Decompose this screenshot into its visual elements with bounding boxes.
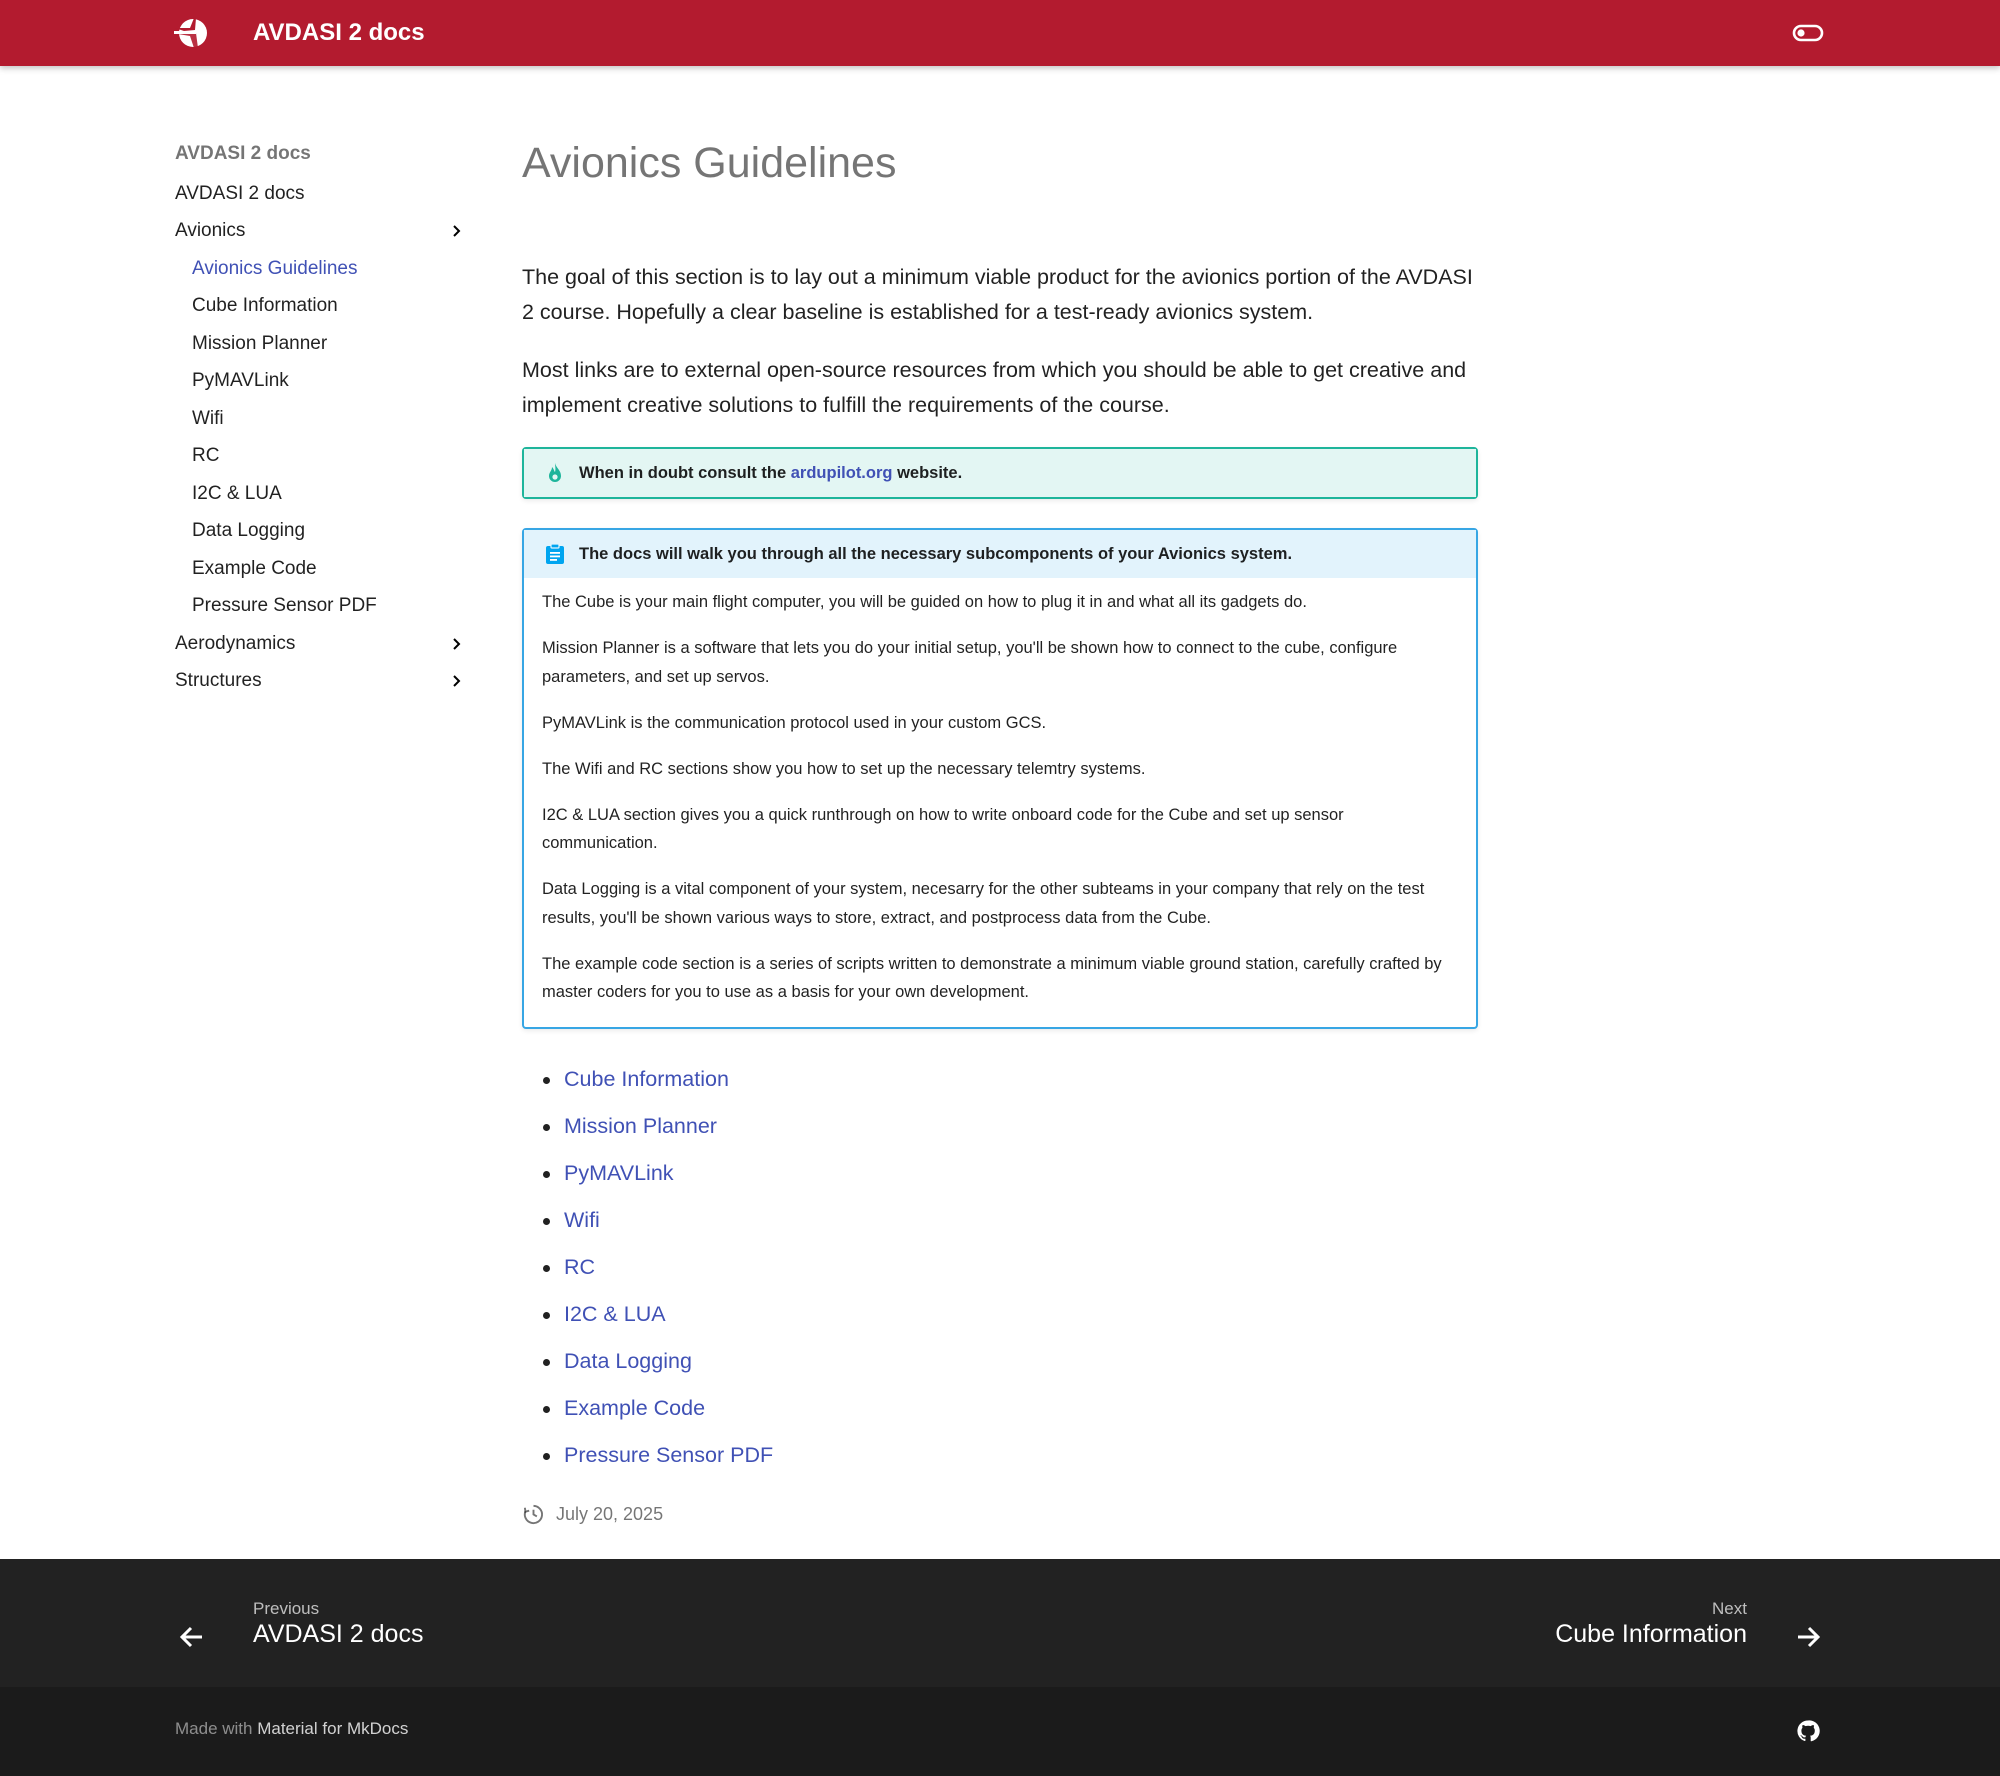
- link-data-logging[interactable]: Data Logging: [564, 1338, 1478, 1385]
- flame-icon: [544, 462, 566, 484]
- link-cube-information[interactable]: Cube Information: [564, 1056, 1478, 1103]
- note-paragraph: I2C & LUA section gives you a quick runthrough on how to write onboard code for the Cube and set up sensor communication.: [542, 805, 1344, 852]
- sidebar-item-label: Data Logging: [192, 520, 306, 541]
- links-paragraph: Most links are to external open-source resources from which you should be able to get creative and implement creative solutions to fulfill the requirements of the course.: [522, 358, 1467, 417]
- sidebar-item-mission-planner[interactable]: [175, 325, 475, 363]
- sidebar-item-avionics[interactable]: [175, 212, 475, 250]
- sidebar-item-wifi[interactable]: [175, 400, 475, 438]
- note-title: [524, 530, 1476, 578]
- sidebar-item-label: Cube Information: [192, 295, 338, 316]
- sidebar-item-label: Avionics: [175, 220, 246, 241]
- sidebar-item-label: Structures: [175, 670, 262, 691]
- sidebar-item-data-logging[interactable]: [175, 512, 475, 550]
- note-title-text: The docs will walk you through all the necessary subcomponents of your Avionics system.: [579, 545, 1293, 563]
- github-icon[interactable]: [1796, 1719, 1820, 1743]
- sidebar-item-label: PyMAVLink: [192, 370, 289, 391]
- previous-label: Previous: [253, 1599, 320, 1618]
- sidebar-item-example-code[interactable]: [175, 550, 475, 588]
- sidebar-item-cube-information[interactable]: [175, 287, 475, 325]
- site-title[interactable]: AVDASI 2 docs: [253, 19, 425, 46]
- material-mkdocs-link[interactable]: Material for MkDocs: [257, 1719, 409, 1738]
- previous-page-link[interactable]: AVDASI 2 docs: [253, 1620, 424, 1648]
- main-content: [522, 130, 1478, 1529]
- sidebar-item-label: I2C & LUA: [192, 482, 282, 504]
- link-wifi[interactable]: Wifi: [564, 1197, 1478, 1244]
- arrow-right-icon[interactable]: [1792, 1621, 1824, 1653]
- sidebar-title: AVDASI 2 docs: [175, 143, 311, 164]
- sidebar-item-structures[interactable]: [175, 662, 475, 700]
- sidebar-item-pressure-sensor-pdf[interactable]: [175, 587, 475, 625]
- next-label: Next: [1712, 1599, 1747, 1618]
- made-with-prefix: Made with: [175, 1719, 258, 1738]
- sidebar-item-label: RC: [192, 445, 220, 466]
- sidebar-item-aerodynamics[interactable]: [175, 625, 475, 663]
- note-paragraph: The Wifi and RC sections show you how to set up the necessary telemtry systems.: [542, 759, 1146, 778]
- chevron-right-icon[interactable]: [449, 673, 465, 689]
- tip-admonition: [522, 447, 1478, 499]
- sidebar-item-label: Mission Planner: [192, 332, 328, 354]
- arrow-left-icon[interactable]: [176, 1621, 208, 1653]
- sidebar-item-label: Aerodynamics: [175, 632, 296, 654]
- sidebar-item-i2c-lua[interactable]: [175, 475, 475, 513]
- sidebar-item-avionics-guidelines[interactable]: [175, 250, 475, 288]
- note-paragraph: PyMAVLink is the communication protocol used in your custom GCS.: [542, 713, 1047, 732]
- sidebar-item-label: Example Code: [192, 557, 317, 579]
- plane-logo-icon[interactable]: [172, 14, 212, 52]
- link-mission-planner[interactable]: Mission Planner: [564, 1103, 1478, 1150]
- sidebar-nav: [175, 137, 475, 700]
- note-paragraph: Data Logging is a vital component of your system, necesarry for the other subteams in your company that rely on the test results, you'll be shown various ways to store, extract, and postprocess data from the Cube.: [542, 880, 1425, 927]
- chevron-right-icon[interactable]: [449, 636, 465, 652]
- note-paragraph: The example code section is a series of scripts written to demonstrate a minimum viable ground station, carefully crafted by master coders for you to use as a basis for your own development.: [542, 954, 1442, 1001]
- link-i2c-lua[interactable]: I2C & LUA: [564, 1291, 1478, 1338]
- section-link-list: [522, 1056, 1478, 1479]
- note-admonition: [522, 528, 1478, 1029]
- tip-title: [524, 449, 1476, 497]
- chevron-right-icon[interactable]: [449, 223, 465, 239]
- toggle-icon[interactable]: [1792, 21, 1824, 45]
- made-with-text: [175, 1719, 408, 1739]
- last-updated-date: July 20, 2025: [556, 1503, 664, 1524]
- link-rc[interactable]: RC: [564, 1244, 1478, 1291]
- link-pressure-sensor-pdf[interactable]: Pressure Sensor PDF: [564, 1432, 1478, 1479]
- note-body: [524, 578, 1476, 1027]
- tip-prefix: When in doubt consult the: [579, 464, 791, 482]
- sidebar-item-rc[interactable]: [175, 437, 475, 475]
- intro-paragraph: The goal of this section is to lay out a minimum viable product for the avionics portion of the AVDASI 2 course. Hopefully a clear baseline is established for a test-ready avionics system.: [522, 265, 1473, 324]
- page-title: Avionics Guidelines: [522, 139, 897, 187]
- last-updated: [522, 1499, 1478, 1529]
- sidebar-item-label: Wifi: [192, 407, 224, 429]
- sidebar-item-label: AVDASI 2 docs: [175, 182, 305, 204]
- sidebar-item-label: Pressure Sensor PDF: [192, 595, 377, 616]
- clipboard-icon: [544, 543, 566, 565]
- note-paragraph: Mission Planner is a software that lets you do your initial setup, you'll be shown how to connect to the cube, configure parameters, and set up servos.: [542, 639, 1398, 686]
- sidebar-item-pymavlink[interactable]: [175, 362, 475, 400]
- clock-icon: [522, 1503, 545, 1526]
- next-page-link[interactable]: Cube Information: [1555, 1620, 1747, 1648]
- sidebar-item-label: Avionics Guidelines: [192, 257, 358, 279]
- note-paragraph: The Cube is your main flight computer, you will be guided on how to plug it in and what all its gadgets do.: [542, 593, 1307, 611]
- header-bar: [0, 0, 2000, 66]
- ardupilot-link[interactable]: ardupilot.org: [790, 464, 893, 482]
- tip-suffix: website.: [892, 464, 963, 482]
- link-pymavlink[interactable]: PyMAVLink: [564, 1150, 1478, 1197]
- link-example-code[interactable]: Example Code: [564, 1385, 1478, 1432]
- sidebar-item-home[interactable]: [175, 175, 475, 213]
